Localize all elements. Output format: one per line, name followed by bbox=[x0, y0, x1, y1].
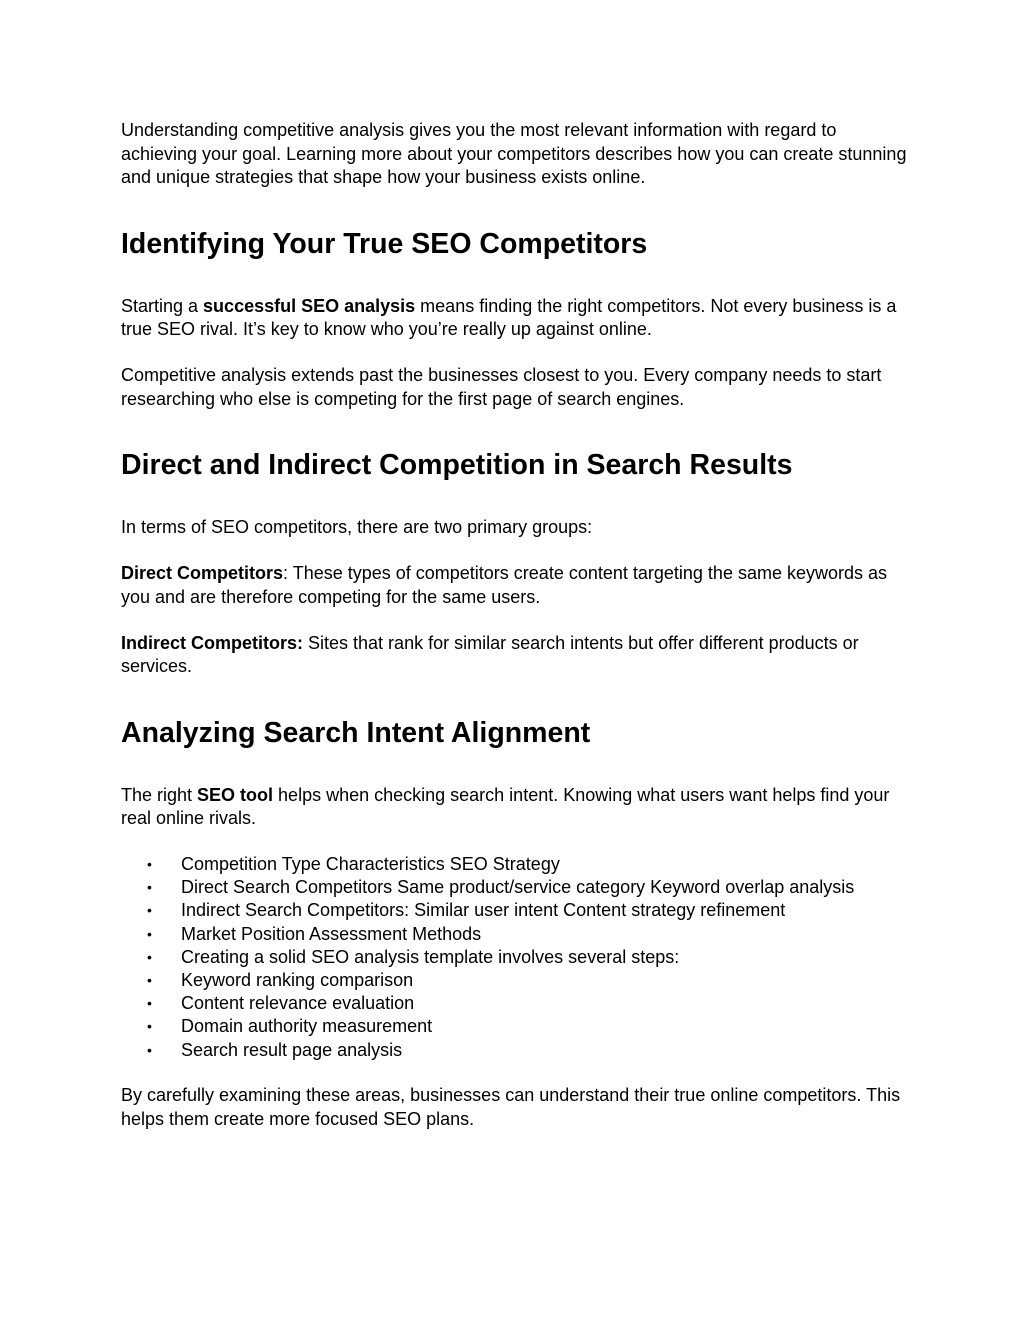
list-item-text: Indirect Search Competitors: Similar user intent Content strategy refinement bbox=[181, 900, 786, 921]
heading-identifying-competitors: Identifying Your True SEO Competitors bbox=[121, 227, 648, 260]
document-page bbox=[121, 119, 911, 1131]
list-item-text: Keyword ranking comparison bbox=[181, 970, 414, 991]
bold-seo-tool: SEO tool bbox=[197, 784, 274, 805]
list-item bbox=[121, 899, 911, 922]
bullet-icon: • bbox=[147, 879, 152, 896]
list-item bbox=[121, 969, 911, 992]
list-item bbox=[121, 853, 911, 876]
list-item-text: Creating a solid SEO analysis template involves several steps: bbox=[181, 946, 680, 967]
paragraph-two-groups: In terms of SEO competitors, there are two primary groups: bbox=[121, 517, 593, 537]
text-segment: helps when checking search intent. Knowing what users want helps find your real online rivals. bbox=[121, 784, 890, 828]
paragraph-direct-competitors bbox=[121, 562, 911, 609]
bullet-icon: • bbox=[147, 948, 152, 965]
bullet-icon: • bbox=[147, 972, 152, 989]
bold-indirect-competitors: Indirect Competitors: bbox=[121, 632, 304, 653]
paragraph-indirect-competitors bbox=[121, 632, 911, 679]
list-item-text: Domain authority measurement bbox=[181, 1016, 433, 1037]
list-item bbox=[121, 1015, 911, 1038]
heading-search-intent-alignment: Analyzing Search Intent Alignment bbox=[121, 716, 591, 749]
heading-direct-indirect-competition: Direct and Indirect Competition in Search Results bbox=[121, 449, 793, 481]
list-item bbox=[121, 992, 911, 1015]
paragraph-starting-analysis bbox=[121, 295, 911, 342]
text-segment: means finding the right competitors. Not every business is a true SEO rival. It’s key to know who you’re really up against online. bbox=[121, 295, 897, 339]
paragraph-closing: By carefully examining these areas, businesses can understand their true online competitors. This helps them create more focused SEO plans. bbox=[121, 1085, 901, 1129]
text-segment: Sites that rank for similar search intents but offer different products or services. bbox=[121, 632, 859, 676]
list-item-text: Competition Type Characteristics SEO Strategy bbox=[181, 854, 560, 874]
text-segment: Starting a bbox=[121, 295, 204, 316]
paragraph-competitive-analysis: Competitive analysis extends past the businesses closest to you. Every company needs to start researching who else is competing for the first page of search engines. bbox=[121, 365, 882, 409]
list-item bbox=[121, 946, 911, 969]
intro-paragraph: Understanding competitive analysis gives you the most relevant information with regard to achieving your goal. Learning more about your competitors describes how you can create stunning and unique strategies that shape how your business exists online. bbox=[121, 120, 907, 187]
list-item bbox=[121, 1039, 911, 1062]
bold-direct-competitors: Direct Competitors bbox=[121, 563, 284, 583]
list-item-text: Search result page analysis bbox=[181, 1039, 403, 1060]
bullet-icon: • bbox=[147, 1018, 152, 1035]
list-item bbox=[121, 923, 911, 946]
bullet-icon: • bbox=[147, 856, 152, 872]
bullet-icon: • bbox=[147, 902, 152, 919]
list-item-text: Content relevance evaluation bbox=[181, 993, 415, 1014]
bullet-list bbox=[121, 853, 911, 1062]
list-item-text: Direct Search Competitors Same product/service category Keyword overlap analysis bbox=[181, 877, 855, 898]
list-item bbox=[121, 876, 911, 899]
list-item-text: Market Position Assessment Methods bbox=[181, 923, 482, 944]
bullet-icon: • bbox=[147, 1041, 152, 1058]
paragraph-seo-tool bbox=[121, 784, 911, 831]
text-segment: : These types of competitors create content targeting the same keywords as you and are therefore competing for the same users. bbox=[121, 563, 888, 607]
bullet-icon: • bbox=[147, 995, 152, 1012]
bold-successful-seo-analysis: successful SEO analysis bbox=[203, 295, 416, 316]
text-segment: The right bbox=[121, 784, 198, 805]
bullet-icon: • bbox=[147, 925, 152, 942]
